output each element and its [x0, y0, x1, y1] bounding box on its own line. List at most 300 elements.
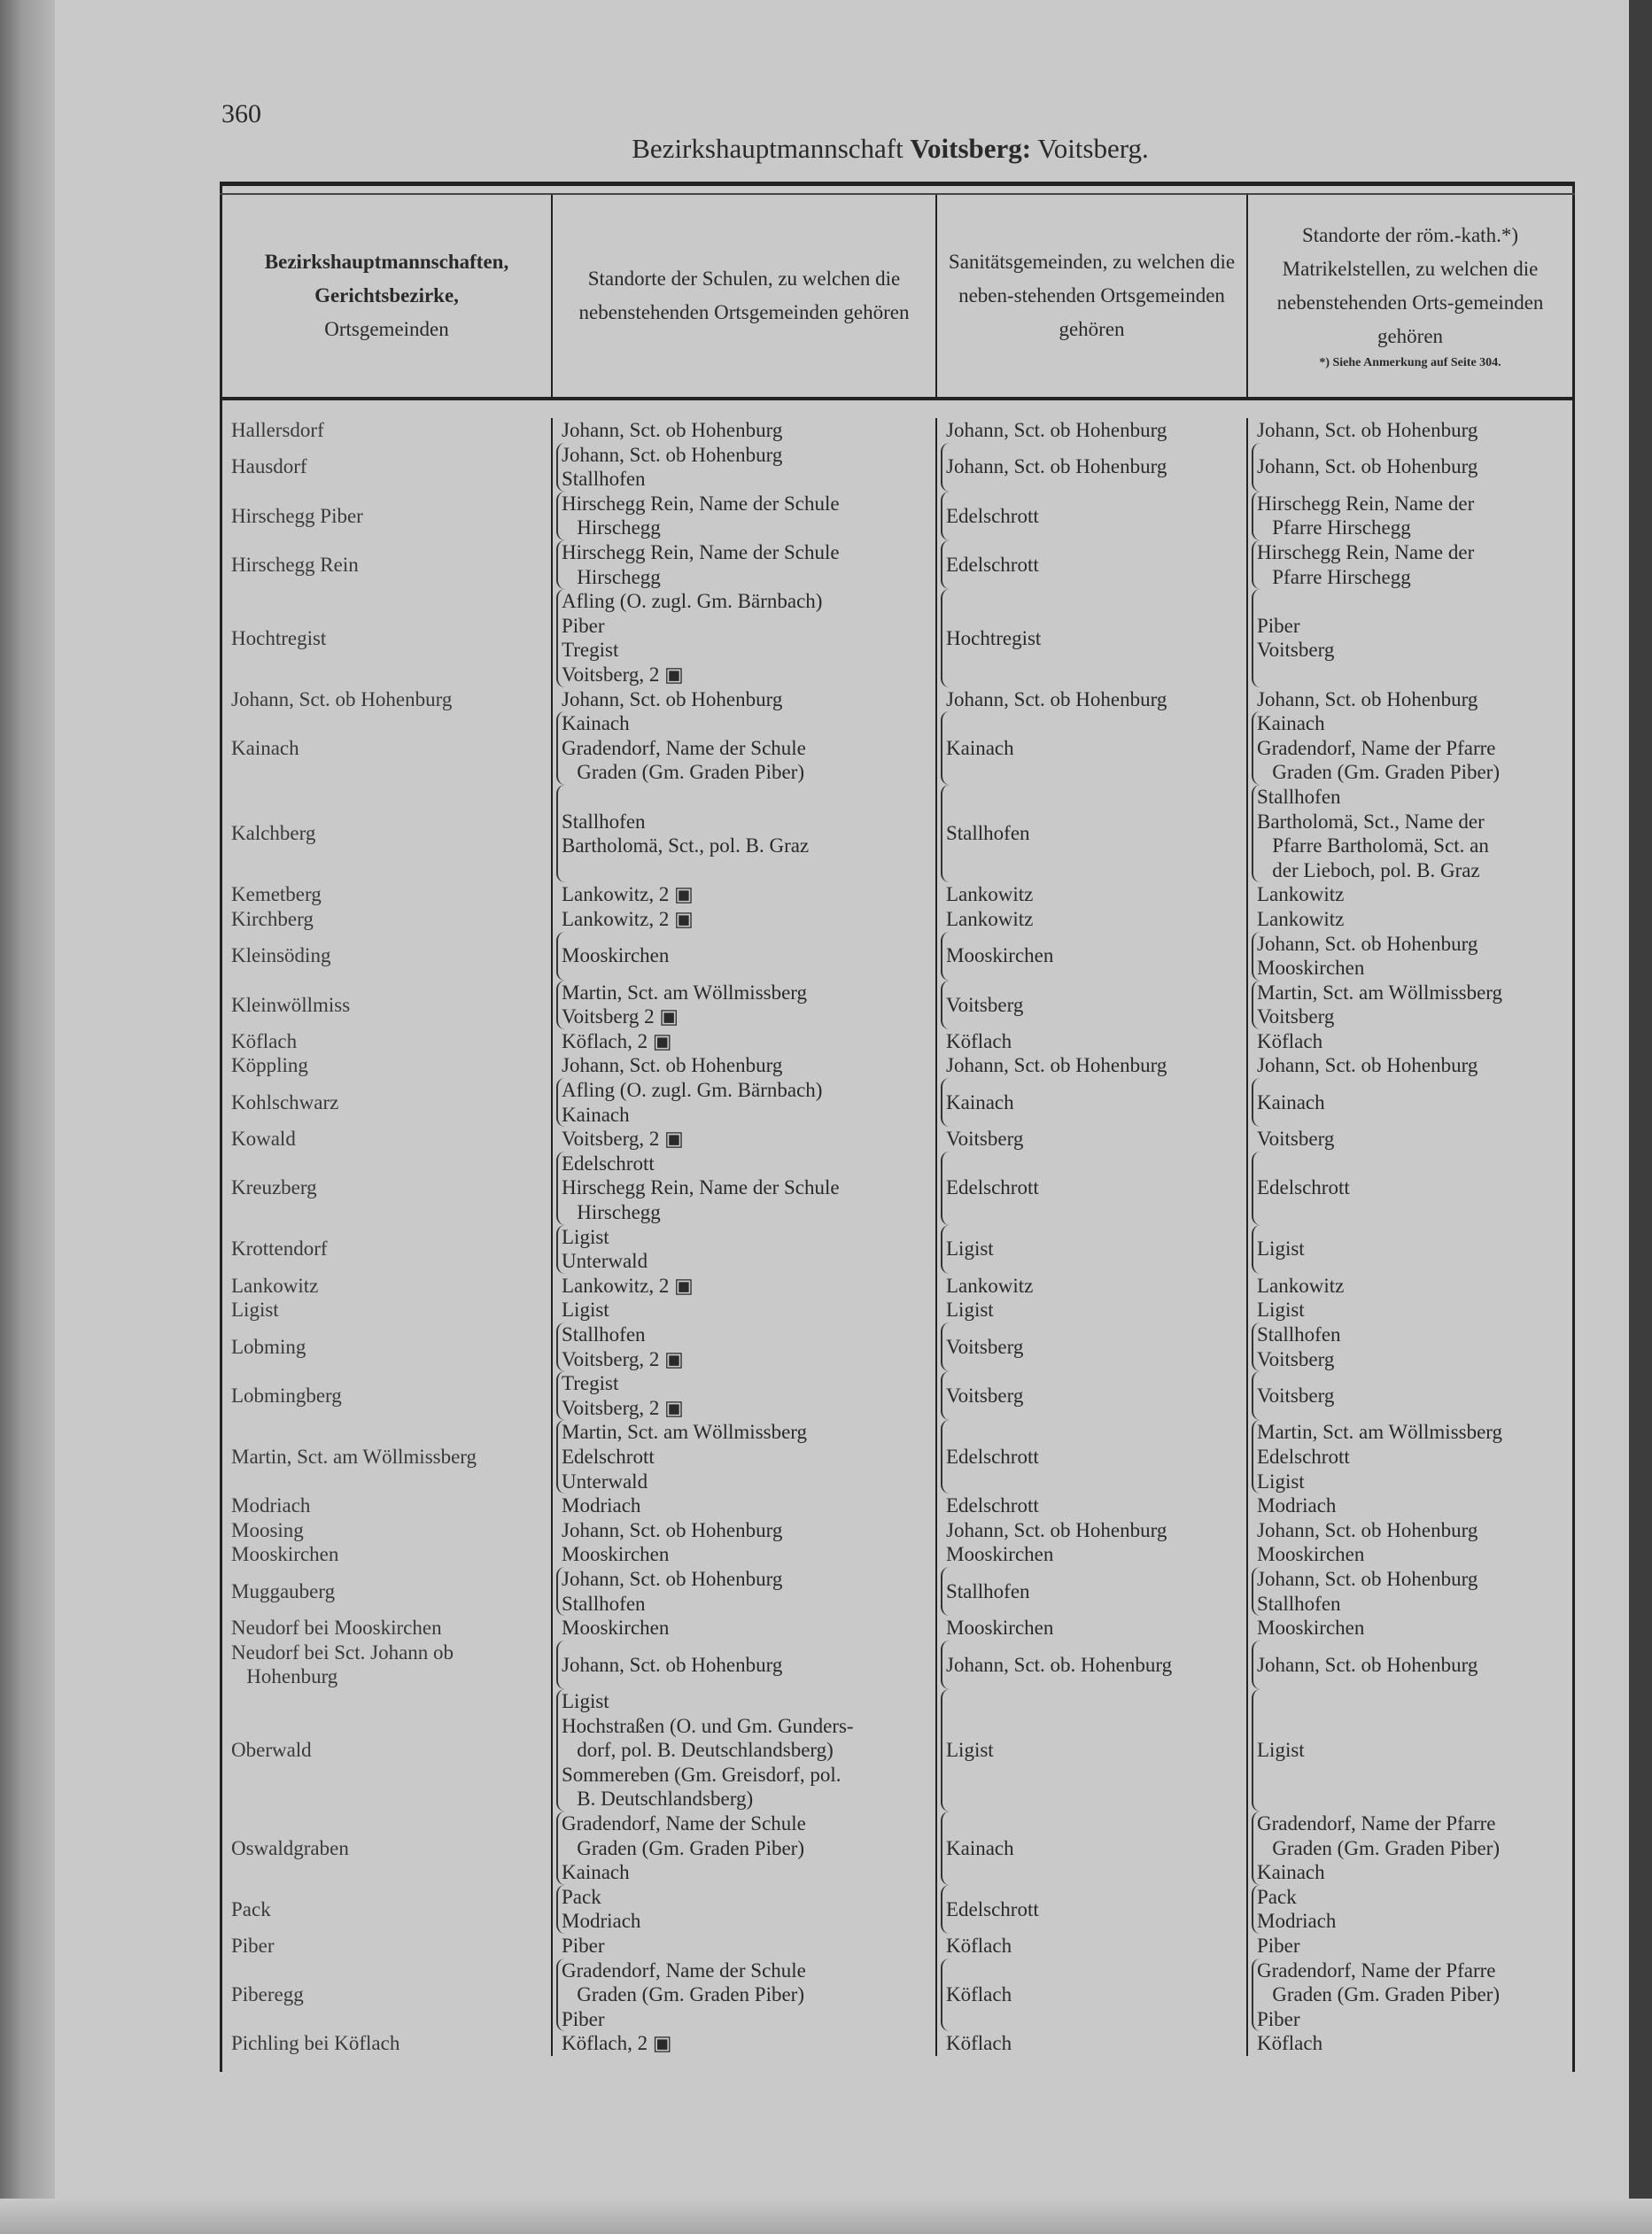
cell-lines — [231, 1298, 544, 1323]
cell-line: Pichling bei Köflach — [231, 2032, 400, 2055]
cell-lines — [562, 1493, 928, 1518]
cell-lines — [556, 1225, 928, 1274]
cell-lines — [562, 687, 928, 712]
cell-lines — [941, 1689, 1239, 1811]
cell-line: Mooskirchen — [1257, 957, 1365, 980]
school-cell — [551, 1641, 935, 1689]
parish-cell — [1246, 932, 1572, 981]
cell-lines — [556, 785, 928, 882]
cell-lines — [946, 907, 1239, 932]
cell-line: Kainach — [562, 712, 630, 735]
parish-cell — [1246, 1542, 1572, 1567]
school-cell — [551, 1078, 935, 1127]
sanitary-cell — [935, 1127, 1246, 1152]
cell-lines — [946, 1127, 1239, 1152]
table-body — [222, 400, 1572, 2072]
cell-lines — [946, 1493, 1239, 1518]
scan-edge-bottom — [0, 2199, 1652, 2234]
scan-edge-right — [1629, 0, 1652, 2234]
cell-lines — [231, 1616, 544, 1641]
sanitary-cell — [935, 981, 1246, 1029]
municipality-cell — [222, 540, 551, 589]
school-cell — [551, 981, 935, 1029]
cell-line: Mooskirchen — [946, 944, 1054, 967]
cell-lines — [1252, 1225, 1565, 1274]
title-district: Voitsberg: — [910, 133, 1032, 164]
cell-lines — [231, 454, 544, 479]
municipality-cell — [222, 1616, 551, 1641]
municipality-cell — [222, 443, 551, 492]
cell-line: Graden (Gm. Graden Piber) — [562, 1836, 804, 1859]
cell-lines — [562, 1298, 928, 1323]
cell-line: der Lieboch, pol. B. Graz — [1257, 858, 1480, 881]
cell-lines — [1257, 907, 1565, 932]
municipality-cell — [222, 418, 551, 443]
cell-line: Stallhofen — [1257, 785, 1341, 808]
cell-line: Lankowitz — [946, 883, 1034, 906]
header-footnote: *) Siehe Anmerkung auf Seite 304. — [1319, 356, 1501, 369]
cell-lines — [941, 1152, 1239, 1225]
cell-line: Johann, Sct. ob Hohenburg — [231, 687, 453, 710]
cell-lines — [556, 1567, 928, 1616]
school-cell — [551, 882, 935, 907]
cell-lines — [941, 1371, 1239, 1420]
cell-line: Martin, Sct. am Wöllmissberg — [562, 981, 808, 1004]
cell-line: Edelschrott — [562, 1152, 655, 1175]
cell-lines — [1252, 443, 1565, 492]
cell-line: Graden (Gm. Graden Piber) — [562, 1983, 804, 2006]
cell-line: Johann, Sct. ob Hohenburg — [562, 443, 783, 466]
cell-line: Lankowitz — [1257, 883, 1345, 906]
cell-lines — [556, 1885, 928, 1934]
sanitary-cell — [935, 1493, 1246, 1518]
cell-line: Neudorf bei Sct. Johann ob — [231, 1641, 454, 1664]
cell-lines — [1257, 418, 1565, 443]
cell-line: Kainach — [562, 1103, 630, 1126]
municipality-cell — [222, 1493, 551, 1518]
cell-line: Lobmingberg — [231, 1385, 342, 1408]
sanitary-cell — [935, 1542, 1246, 1567]
cell-line: Lankowitz — [946, 907, 1034, 930]
sanitary-cell — [935, 1152, 1246, 1225]
cell-line: Muggauberg — [231, 1579, 336, 1602]
cell-line: Edelschrott — [1257, 1176, 1350, 1199]
cell-line: Graden (Gm. Graden Piber) — [1257, 1836, 1500, 1859]
cell-lines — [1252, 1152, 1565, 1225]
parish-cell — [1246, 907, 1572, 932]
cell-lines — [231, 1335, 544, 1360]
cell-line: Modriach — [1257, 1494, 1337, 1517]
cell-line: Kainach — [946, 736, 1014, 759]
municipality-cell — [222, 1053, 551, 1078]
sanitary-cell — [935, 1811, 1246, 1885]
cell-line: Voitsberg — [946, 1385, 1024, 1408]
sanitary-cell — [935, 1934, 1246, 1959]
cell-lines — [562, 1934, 928, 1959]
cell-line: Modriach — [1257, 1910, 1337, 1933]
cell-lines — [231, 1127, 544, 1152]
cell-lines — [231, 1518, 544, 1543]
sanitary-cell — [935, 1298, 1246, 1323]
municipality-cell — [222, 1959, 551, 2032]
cell-line: Afling (O. zugl. Gm. Bärnbach) — [562, 590, 823, 613]
parish-cell — [1246, 1934, 1572, 1959]
parish-cell — [1246, 711, 1572, 785]
sanitary-cell — [935, 1029, 1246, 1054]
cell-lines — [1257, 2031, 1565, 2056]
cell-line: Lobming — [231, 1335, 306, 1358]
cell-lines — [556, 932, 928, 981]
cell-lines — [941, 1078, 1239, 1127]
cell-lines — [946, 1616, 1239, 1641]
cell-line: Martin, Sct. am Wöllmissberg — [1257, 981, 1503, 1004]
cell-lines — [946, 882, 1239, 907]
cell-line: Edelschrott — [946, 1446, 1039, 1468]
municipality-cell — [222, 1225, 551, 1274]
cell-line: Piber — [562, 614, 605, 637]
cell-line: Lankowitz, 2 ▣ — [562, 883, 694, 906]
school-cell — [551, 1152, 935, 1225]
school-cell — [551, 1298, 935, 1323]
cell-lines — [1257, 1518, 1565, 1543]
cell-line: Hirschegg Rein, Name der Schule — [562, 1176, 840, 1199]
cell-lines — [946, 1274, 1239, 1299]
cell-lines — [1257, 882, 1565, 907]
cell-lines — [946, 1029, 1239, 1054]
cell-line: Modriach — [231, 1494, 311, 1517]
cell-line: Pfarre Hirschegg — [1257, 565, 1411, 588]
cell-line: Ligist — [946, 1739, 994, 1762]
parish-cell — [1246, 1225, 1572, 1274]
school-cell — [551, 540, 935, 589]
cell-line: Kleinsöding — [231, 944, 331, 967]
cell-lines — [231, 504, 544, 529]
sanitary-cell — [935, 1053, 1246, 1078]
cell-line: Johann, Sct. ob Hohenburg — [562, 1567, 783, 1590]
header-parishes-text: Standorte der röm.-kath.*) Matrikelstellen, zu welchen die nebenstehenden Orts-gemeinden gehören — [1276, 224, 1544, 347]
cell-lines — [941, 492, 1239, 540]
cell-line: Mooskirchen — [562, 1617, 670, 1640]
parish-cell — [1246, 1053, 1572, 1078]
cell-lines — [1257, 1127, 1565, 1152]
cell-line: Martin, Sct. am Wöllmissberg — [562, 1421, 808, 1444]
school-cell — [551, 932, 935, 981]
cell-lines — [231, 1934, 544, 1959]
cell-lines — [946, 1053, 1239, 1078]
cell-line: Köflach, 2 ▣ — [562, 1029, 672, 1052]
cell-line: Graden (Gm. Graden Piber) — [562, 761, 804, 784]
municipality-cell — [222, 1029, 551, 1054]
cell-line: Edelschrott — [562, 1446, 655, 1468]
municipality-cell — [222, 1567, 551, 1616]
cell-lines — [946, 2031, 1239, 2056]
cell-line: Hirschegg — [562, 516, 661, 539]
cell-line: Edelschrott — [1257, 1446, 1350, 1468]
cell-line: Gradendorf, Name der Schule — [562, 1811, 806, 1835]
cell-lines — [562, 1616, 928, 1641]
cell-lines — [231, 1836, 544, 1861]
sanitary-cell — [935, 443, 1246, 492]
cell-line: Johann, Sct. ob Hohenburg — [1257, 687, 1478, 710]
municipality-cell — [222, 1542, 551, 1567]
cell-line: Kainach — [946, 1090, 1014, 1113]
sanitary-cell — [935, 1959, 1246, 2032]
cell-lines — [231, 1738, 544, 1763]
page-number: 360 — [221, 99, 261, 128]
sanitary-cell — [935, 1518, 1246, 1543]
cell-line: Unterwald — [562, 1470, 648, 1493]
parish-cell — [1246, 1323, 1572, 1371]
cell-lines — [1257, 1029, 1565, 1054]
cell-line: Stallhofen — [562, 1323, 646, 1346]
cell-line: Johann, Sct. ob. Hohenburg — [946, 1653, 1173, 1676]
cell-lines — [1252, 492, 1565, 540]
cell-line: Stallhofen — [1257, 1592, 1341, 1615]
sanitary-cell — [935, 2031, 1246, 2056]
cell-line: Piberegg — [231, 1983, 304, 2006]
municipality-cell — [222, 1078, 551, 1127]
school-cell — [551, 1689, 935, 1811]
cell-lines — [556, 1152, 928, 1225]
parish-cell — [1246, 1078, 1572, 1127]
cell-line: Hallersdorf — [231, 419, 324, 441]
municipality-cell — [222, 1274, 551, 1299]
cell-line: Voitsberg — [1257, 1128, 1335, 1151]
cell-lines — [1252, 1371, 1565, 1420]
cell-lines — [562, 1542, 928, 1567]
sanitary-cell — [935, 1323, 1246, 1371]
school-cell — [551, 687, 935, 712]
cell-line: Johann, Sct. ob Hohenburg — [562, 419, 783, 441]
cell-lines — [556, 492, 928, 540]
school-cell — [551, 589, 935, 686]
cell-lines — [556, 540, 928, 589]
cell-line: Voitsberg, 2 ▣ — [562, 1396, 684, 1419]
cell-line: Mooskirchen — [231, 1543, 339, 1566]
cell-lines — [941, 1225, 1239, 1274]
cell-line: Köflach — [946, 1029, 1012, 1052]
cell-line: Bartholomä, Sct., Name der — [1257, 810, 1485, 833]
sanitary-cell — [935, 1567, 1246, 1616]
cell-line: Lankowitz — [1257, 1274, 1345, 1297]
cell-lines — [231, 687, 544, 712]
cell-line: Johann, Sct. ob Hohenburg — [946, 455, 1167, 478]
municipality-cell — [222, 687, 551, 712]
municipality-cell — [222, 907, 551, 932]
cell-line: Oberwald — [231, 1739, 312, 1762]
cell-line: Stallhofen — [562, 1592, 646, 1615]
cell-lines — [231, 1641, 544, 1689]
cell-line: Johann, Sct. ob Hohenburg — [946, 1518, 1167, 1541]
parish-cell — [1246, 785, 1572, 882]
cell-line: Stallhofen — [562, 810, 646, 833]
cell-line: Kreuzberg — [231, 1176, 317, 1199]
cell-lines — [1252, 932, 1565, 981]
cell-line: Kirchberg — [231, 907, 314, 930]
cell-line: Sommereben (Gm. Greisdorf, pol. — [562, 1763, 842, 1786]
cell-lines — [231, 626, 544, 651]
parish-cell — [1246, 1493, 1572, 1518]
municipality-cell — [222, 492, 551, 540]
parish-cell — [1246, 1616, 1572, 1641]
cell-line: Johann, Sct. ob Hohenburg — [1257, 1518, 1478, 1541]
municipality-cell — [222, 1323, 551, 1371]
parish-cell — [1246, 589, 1572, 686]
cell-line: Voitsberg, 2 ▣ — [562, 1128, 684, 1151]
school-cell — [551, 492, 935, 540]
cell-line: Voitsberg — [946, 1128, 1024, 1151]
cell-line: Johann, Sct. ob Hohenburg — [1257, 455, 1478, 478]
cell-lines — [941, 589, 1239, 686]
cell-line: dorf, pol. B. Deutschlandsberg) — [562, 1739, 834, 1762]
cell-lines — [941, 1959, 1239, 2032]
cell-line: Hirschegg Rein — [231, 553, 359, 576]
cell-lines — [1252, 589, 1565, 686]
cell-lines — [1257, 1274, 1565, 1299]
cell-line: Mooskirchen — [1257, 1543, 1365, 1566]
parish-cell — [1246, 2031, 1572, 2056]
school-cell — [551, 1934, 935, 1959]
cell-line: Kainach — [1257, 1090, 1325, 1113]
cell-lines — [231, 2031, 544, 2056]
school-cell — [551, 1420, 935, 1493]
sanitary-cell — [935, 1420, 1246, 1493]
cell-line: Hirschegg — [562, 1201, 661, 1224]
cell-line: Pfarre Bartholomä, Sct. an — [1257, 834, 1489, 857]
cell-line: Stallhofen — [1257, 1323, 1341, 1346]
cell-line: Pfarre Hirschegg — [1257, 516, 1411, 539]
cell-line: Lankowitz — [946, 1274, 1034, 1297]
municipality-cell — [222, 589, 551, 686]
cell-line: Hirschegg — [562, 565, 661, 588]
parish-cell — [1246, 1567, 1572, 1616]
cell-lines — [231, 1493, 544, 1518]
parish-cell — [1246, 1518, 1572, 1543]
cell-line: Lankowitz — [1257, 907, 1345, 930]
municipality-cell — [222, 785, 551, 882]
cell-line: Piber — [562, 2007, 605, 2030]
cell-lines — [231, 882, 544, 907]
cell-lines — [562, 907, 928, 932]
cell-line: Ligist — [1257, 1470, 1305, 1493]
sanitary-cell — [935, 1371, 1246, 1420]
municipality-cell — [222, 1127, 551, 1152]
parish-cell — [1246, 1811, 1572, 1885]
school-cell — [551, 1959, 935, 2032]
cell-line: Kohlschwarz — [231, 1090, 339, 1113]
cell-line: Edelschrott — [946, 553, 1039, 576]
municipality-cell — [222, 1641, 551, 1689]
cell-lines — [1252, 785, 1565, 882]
cell-line: Lankowitz, 2 ▣ — [562, 1274, 694, 1297]
municipality-cell — [222, 1689, 551, 1811]
cell-line: Mooskirchen — [562, 1543, 670, 1566]
cell-line: Johann, Sct. ob Hohenburg — [1257, 1653, 1478, 1676]
municipality-cell — [222, 1885, 551, 1934]
cell-lines — [562, 1053, 928, 1078]
cell-line: Afling (O. zugl. Gm. Bärnbach) — [562, 1079, 823, 1102]
sanitary-cell — [935, 492, 1246, 540]
cell-line: Köflach, 2 ▣ — [562, 2032, 672, 2055]
cell-line: Köflach — [946, 2032, 1012, 2055]
cell-lines — [556, 1641, 928, 1689]
parish-cell — [1246, 1298, 1572, 1323]
parish-cell — [1246, 1371, 1572, 1420]
cell-lines — [1257, 1493, 1565, 1518]
cell-lines — [1257, 1298, 1565, 1323]
cell-lines — [231, 553, 544, 578]
cell-line: Köflach — [1257, 2032, 1323, 2055]
parish-cell — [1246, 492, 1572, 540]
cell-line: Köppling — [231, 1054, 308, 1077]
school-cell — [551, 2031, 935, 2056]
cell-lines — [946, 1518, 1239, 1543]
school-cell — [551, 1885, 935, 1934]
cell-line: Mooskirchen — [562, 944, 670, 967]
cell-line: Ligist — [562, 1689, 609, 1712]
parish-cell — [1246, 882, 1572, 907]
cell-lines — [941, 711, 1239, 785]
sanitary-cell — [935, 932, 1246, 981]
sanitary-cell — [935, 882, 1246, 907]
cell-line: Moosing — [231, 1518, 304, 1541]
cell-lines — [231, 1029, 544, 1054]
cell-lines — [562, 1274, 928, 1299]
school-cell — [551, 1811, 935, 1885]
cell-lines — [231, 1542, 544, 1567]
sanitary-cell — [935, 687, 1246, 712]
cell-lines — [562, 1518, 928, 1543]
parish-cell — [1246, 1029, 1572, 1054]
cell-lines — [231, 943, 544, 968]
municipality-cell — [222, 1518, 551, 1543]
municipality-cell — [222, 1811, 551, 1885]
cell-lines — [1252, 1959, 1565, 2032]
municipality-cell — [222, 1420, 551, 1493]
cell-line: Johann, Sct. ob Hohenburg — [1257, 1567, 1478, 1590]
cell-line: Oswaldgraben — [231, 1836, 349, 1859]
school-cell — [551, 1225, 935, 1274]
cell-line: Hirschegg Rein, Name der Schule — [562, 492, 840, 515]
school-cell — [551, 1542, 935, 1567]
cell-line: Ligist — [946, 1299, 994, 1322]
cell-line: Piber — [231, 1934, 275, 1957]
sanitary-cell — [935, 1225, 1246, 1274]
sanitary-cell — [935, 1078, 1246, 1127]
sanitary-cell — [935, 1616, 1246, 1641]
cell-lines — [1257, 1542, 1565, 1567]
cell-line: Unterwald — [562, 1250, 648, 1273]
cell-lines — [946, 1298, 1239, 1323]
cell-line: Hochstraßen (O. und Gm. Gunders- — [562, 1714, 854, 1737]
cell-line: Johann, Sct. ob Hohenburg — [562, 1054, 783, 1077]
cell-line: Stallhofen — [946, 822, 1030, 845]
cell-line: Ligist — [1257, 1237, 1305, 1261]
header-parishes — [1246, 195, 1572, 397]
cell-line: Pack — [1257, 1885, 1297, 1908]
parish-cell — [1246, 443, 1572, 492]
cell-line: Mooskirchen — [1257, 1617, 1365, 1640]
cell-lines — [231, 1579, 544, 1604]
cell-lines — [946, 1934, 1239, 1959]
cell-line: Edelschrott — [946, 1897, 1039, 1920]
cell-line: Kainach — [1257, 712, 1325, 735]
cell-lines — [1252, 1641, 1565, 1689]
district-table — [220, 182, 1575, 2072]
cell-lines — [941, 443, 1239, 492]
parish-cell — [1246, 1689, 1572, 1811]
parish-cell — [1246, 1127, 1572, 1152]
